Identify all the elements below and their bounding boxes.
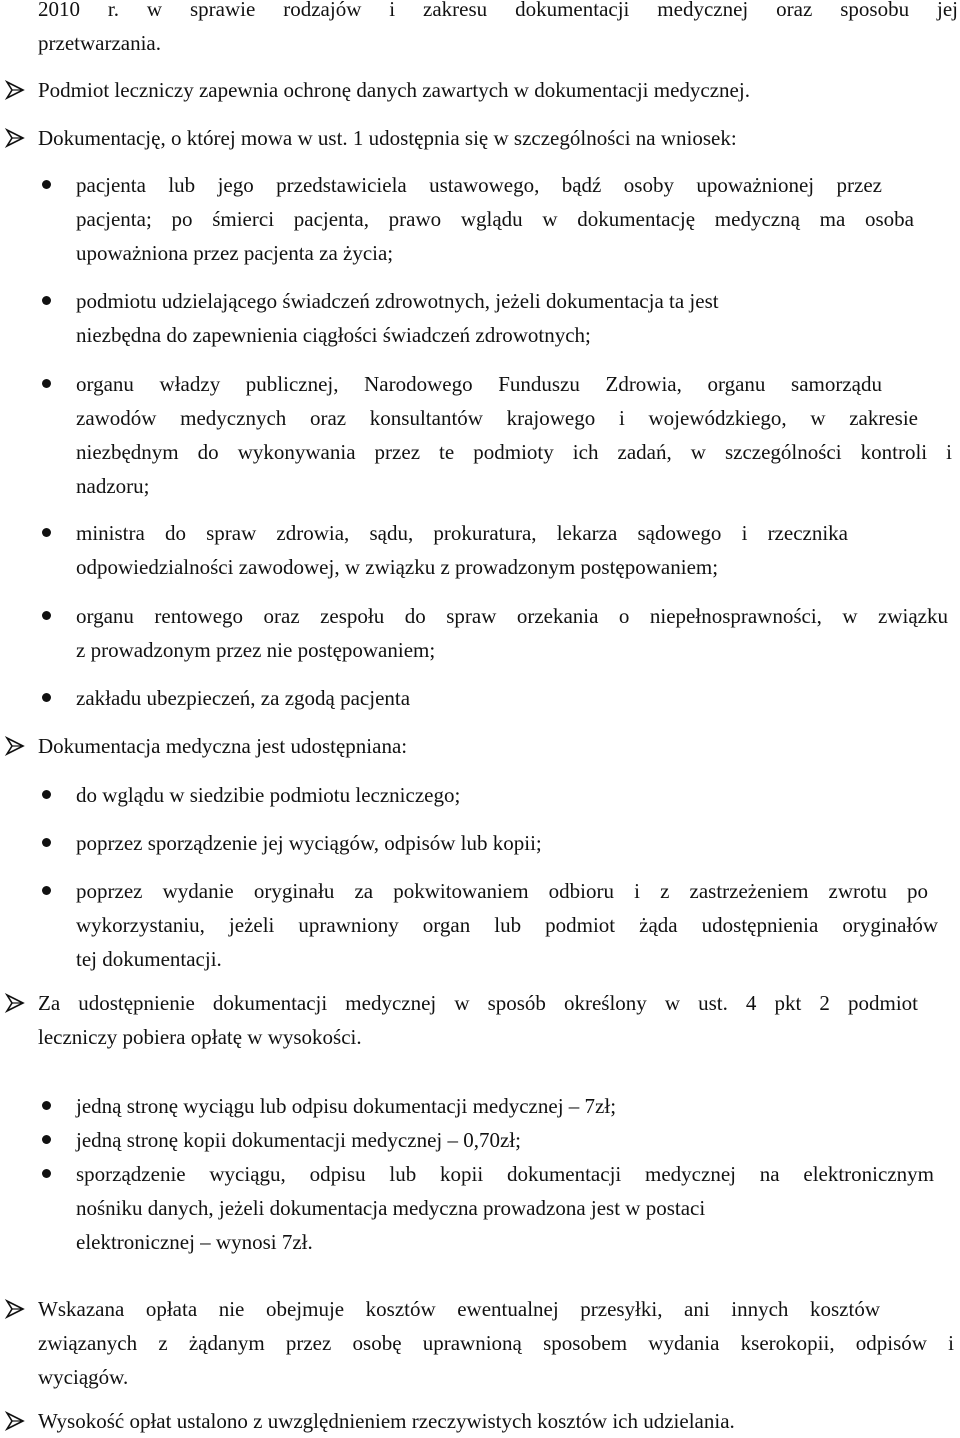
list1-item4-line2: odpowiedzialności zawodowej, w związku z prowadzonym postępowaniem; bbox=[76, 555, 719, 579]
arrow-bullet-icon bbox=[4, 1298, 26, 1320]
list1-item3-line4: nadzoru; bbox=[76, 474, 150, 498]
bullet-dot-icon bbox=[42, 379, 51, 388]
list3-item3-line2: nośniku danych, jeżeli dokumentacja medyczna prowadzona jest w postaci bbox=[76, 1196, 706, 1220]
list2-item3-line2: wykorzystaniu, jeżeli uprawniony organ lub podmiot żąda udostępnienia oryginałów bbox=[76, 913, 938, 937]
list2-item3-line1: poprzez wydanie oryginału za pokwitowaniem odbioru i z zastrzeżeniem zwrotu po bbox=[76, 879, 928, 903]
arrow-item-access-request: Dokumentację, o której mowa w ust. 1 udostępnia się w szczególności na wniosek: bbox=[38, 126, 737, 150]
bullet-dot-icon bbox=[42, 611, 51, 620]
arrow-item-shipping-line3: wyciągów. bbox=[38, 1365, 129, 1389]
list1-item3-line1: organu władzy publicznej, Narodowego Funduszu Zdrowia, organu samorządu bbox=[76, 372, 882, 396]
arrow-bullet-icon bbox=[4, 1410, 26, 1432]
bullet-dot-icon bbox=[42, 1135, 51, 1144]
list1-item3-line3: niezbędnym do wykonywania przez te podmioty ich zadań, w szczególności kontroli i bbox=[76, 440, 952, 464]
list2-item2-line1: poprzez sporządzenie jej wyciągów, odpisów lub kopii; bbox=[76, 831, 542, 855]
list3-item3-line3: elektronicznej – wynosi 7zł. bbox=[76, 1230, 313, 1254]
list1-item4-line1: ministra do spraw zdrowia, sądu, prokuratura, lekarza sądowego i rzecznika bbox=[76, 521, 848, 545]
bullet-dot-icon bbox=[42, 296, 51, 305]
arrow-item-fee-line2: leczniczy pobiera opłatę w wysokości. bbox=[38, 1025, 362, 1049]
arrow-item-fee-basis: Wysokość opłat ustalono z uwzględnieniem rzeczywistych kosztów ich udzielania. bbox=[38, 1409, 735, 1433]
bullet-dot-icon bbox=[42, 1101, 51, 1110]
arrow-item-protection: Podmiot leczniczy zapewnia ochronę danych zawartych w dokumentacji medycznej. bbox=[38, 78, 750, 102]
bullet-dot-icon bbox=[42, 528, 51, 537]
bullet-dot-icon bbox=[42, 838, 51, 847]
list3-item1-line1: jedną stronę wyciągu lub odpisu dokumentacji medycznej – 7zł; bbox=[76, 1094, 617, 1118]
intro-line-2: przetwarzania. bbox=[38, 31, 161, 55]
list1-item1-line2: pacjenta; po śmierci pacjenta, prawo wglądu w dokumentację medyczną ma osoba bbox=[76, 207, 914, 231]
bullet-dot-icon bbox=[42, 790, 51, 799]
arrow-item-shipping-line2: związanych z żądanym przez osobę uprawnioną sposobem wydania kserokopii, odpisów i bbox=[38, 1331, 954, 1355]
list2-item3-line3: tej dokumentacji. bbox=[76, 947, 222, 971]
list3-item2-line1: jedną stronę kopii dokumentacji medycznej – 0,70zł; bbox=[76, 1128, 521, 1152]
list1-item1-line1: pacjenta lub jego przedstawiciela ustawowego, bądź osoby upoważnionej przez bbox=[76, 173, 882, 197]
list1-item6-line1: zakładu ubezpieczeń, za zgodą pacjenta bbox=[76, 686, 411, 710]
list1-item5-line1: organu rentowego oraz zespołu do spraw orzekania o niepełnosprawności, w związku bbox=[76, 604, 948, 628]
arrow-item-shipping-line1: Wskazana opłata nie obejmuje kosztów ewentualnej przesyłki, ani innych kosztów bbox=[38, 1297, 880, 1321]
bullet-dot-icon bbox=[42, 886, 51, 895]
list2-item1-line1: do wglądu w siedzibie podmiotu leczniczego; bbox=[76, 783, 461, 807]
arrow-bullet-icon bbox=[4, 79, 26, 101]
bullet-dot-icon bbox=[42, 1169, 51, 1178]
intro-line-1: 2010 r. w sprawie rodzajów i zakresu dokumentacji medycznej oraz sposobu jej bbox=[38, 0, 958, 21]
bullet-dot-icon bbox=[42, 693, 51, 702]
arrow-bullet-icon bbox=[4, 127, 26, 149]
list1-item5-line2: z prowadzonym przez nie postępowaniem; bbox=[76, 638, 436, 662]
bullet-dot-icon bbox=[42, 180, 51, 189]
arrow-item-access-modes: Dokumentacja medyczna jest udostępniana: bbox=[38, 734, 408, 758]
list1-item3-line2: zawodów medycznych oraz konsultantów krajowego i wojewódzkiego, w zakresie bbox=[76, 406, 918, 430]
arrow-bullet-icon bbox=[4, 992, 26, 1014]
list1-item2-line2: niezbędna do zapewnienia ciągłości świadczeń zdrowotnych; bbox=[76, 323, 591, 347]
list1-item2-line1: podmiotu udzielającego świadczeń zdrowotnych, jeżeli dokumentacja ta jest bbox=[76, 289, 719, 313]
list3-item3-line1: sporządzenie wyciągu, odpisu lub kopii dokumentacji medycznej na elektronicznym bbox=[76, 1162, 934, 1186]
arrow-item-fee-line1: Za udostępnienie dokumentacji medycznej w sposób określony w ust. 4 pkt 2 podmiot bbox=[38, 991, 918, 1015]
arrow-bullet-icon bbox=[4, 735, 26, 757]
list1-item1-line3: upoważniona przez pacjenta za życia; bbox=[76, 241, 394, 265]
